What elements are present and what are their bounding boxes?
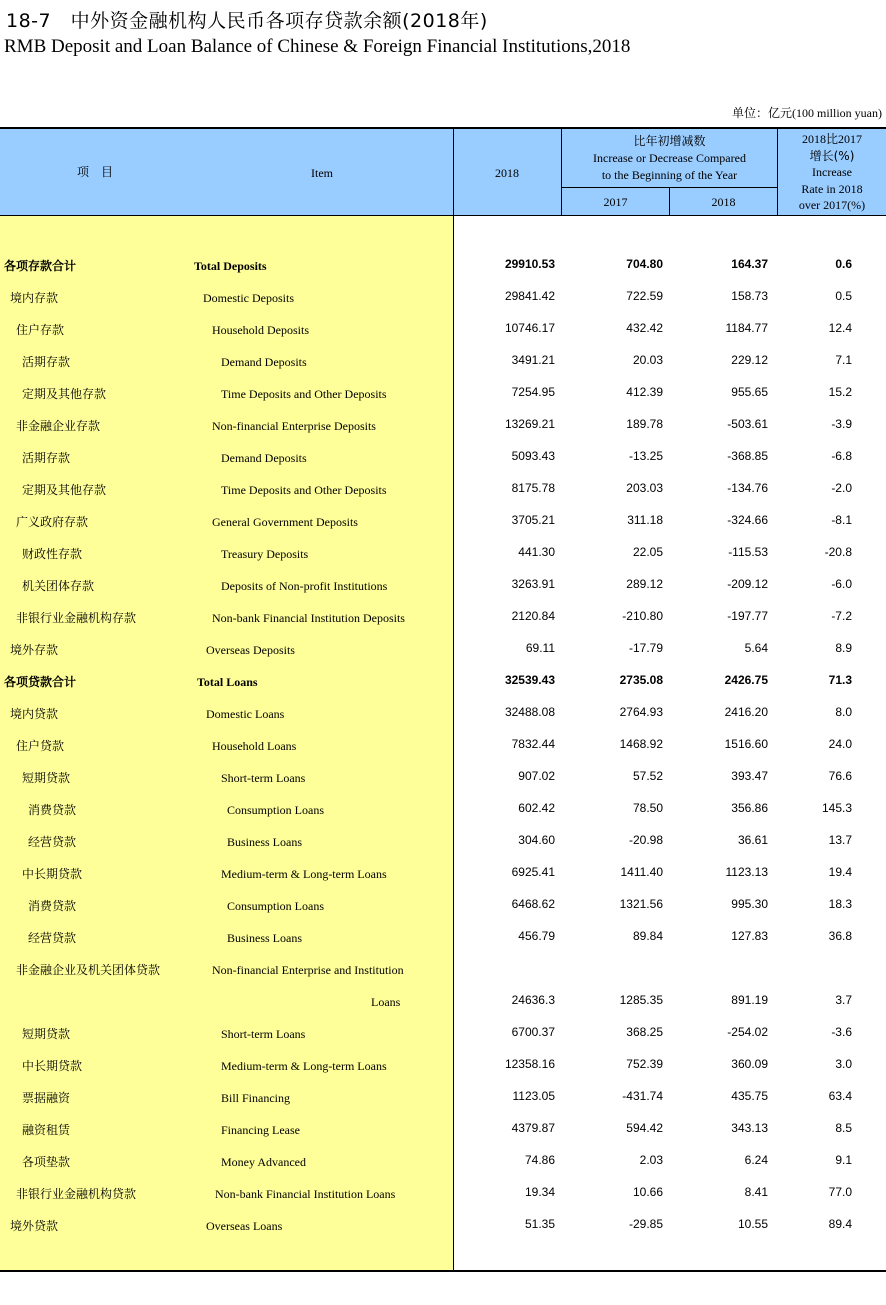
row-label-en: Total Loans [197, 675, 258, 689]
change-2017: 189.78 [626, 417, 663, 431]
header-change-2017 [562, 194, 669, 211]
header-change-2018 [670, 194, 777, 211]
row-label-en: Financing Lease [221, 1123, 300, 1137]
value-2018: 2120.84 [511, 609, 555, 623]
value-2018: 29841.42 [504, 289, 555, 303]
row-label-cn: 住户存款 [16, 323, 65, 337]
table-row [0, 473, 886, 505]
row-label-cn: 财政性存款 [22, 547, 83, 561]
growth-rate: -6.8 [831, 449, 852, 463]
value-2018: 24636.3 [511, 993, 555, 1007]
growth-rate: 12.4 [828, 321, 852, 335]
table-row [0, 601, 886, 633]
growth-rate: -3.9 [831, 417, 852, 431]
table-row [0, 505, 886, 537]
change-2017: 289.12 [626, 577, 663, 591]
change-2018: 1123.13 [725, 865, 768, 879]
change-2017: 2764.93 [619, 705, 663, 719]
growth-rate: 7.1 [835, 353, 852, 367]
change-2018: 356.86 [731, 801, 768, 815]
change-2017: -17.79 [628, 641, 663, 655]
header-rate-1: 2018比2017 [801, 132, 862, 146]
growth-rate: 8.9 [835, 641, 852, 655]
table-row [0, 1145, 886, 1177]
value-2018: 3263.91 [511, 577, 555, 591]
growth-rate: 13.7 [828, 833, 852, 847]
change-2018: 8.41 [744, 1185, 768, 1199]
row-label-cn: 境内存款 [10, 291, 59, 305]
value-2018: 32488.08 [504, 705, 555, 719]
change-2017: 89.84 [632, 929, 663, 943]
header-item-en [290, 165, 354, 182]
row-label-en: Overseas Loans [206, 1219, 283, 1233]
growth-rate: 145.3 [821, 801, 852, 815]
growth-rate: -6.0 [831, 577, 852, 591]
value-2018: 4379.87 [511, 1121, 555, 1135]
change-2017: 412.39 [626, 385, 663, 399]
change-2017: -431.74 [622, 1089, 663, 1103]
change-2017: 722.59 [626, 289, 663, 303]
row-label-en: Household Loans [212, 739, 297, 753]
row-label-cn: 中长期贷款 [22, 1059, 83, 1073]
table-row [0, 409, 886, 441]
unit-label [732, 104, 882, 121]
row-label-en: Loans [371, 995, 401, 1009]
change-2017: -29.85 [628, 1217, 663, 1231]
change-2017: -20.98 [628, 833, 663, 847]
value-2018: 1123.05 [512, 1089, 555, 1103]
growth-rate: 0.5 [835, 289, 852, 303]
value-2018: 69.11 [525, 641, 555, 655]
change-2018: 164.37 [731, 257, 768, 271]
growth-rate: -2.0 [831, 481, 852, 495]
row-label-cn: 各项垫款 [22, 1155, 71, 1169]
header-item-cn-text: 项 目 [76, 165, 113, 179]
growth-rate: -7.2 [831, 609, 852, 623]
change-2018: -368.85 [727, 449, 768, 463]
row-label-cn: 活期存款 [22, 451, 71, 465]
change-2017: 2.03 [639, 1153, 663, 1167]
table-row [0, 1209, 886, 1241]
row-label-cn: 经营贷款 [28, 835, 77, 849]
row-label-cn: 非银行业金融机构贷款 [16, 1187, 137, 1201]
change-2018: 229.12 [731, 353, 768, 367]
table-row [0, 313, 886, 345]
growth-rate: 3.7 [835, 993, 852, 1007]
value-2018: 7832.44 [511, 737, 555, 751]
value-2018: 3491.21 [511, 353, 555, 367]
change-2018: 158.73 [731, 289, 768, 303]
row-label-cn: 非金融企业存款 [16, 419, 101, 433]
table-bottom-rule [0, 1270, 886, 1272]
change-2018: -503.61 [727, 417, 768, 431]
table-row [0, 665, 886, 697]
value-2018: 441.30 [518, 545, 555, 559]
row-label-en: Non-bank Financial Institution Loans [215, 1187, 396, 1201]
change-2018: 393.47 [731, 769, 768, 783]
change-2017: 1321.56 [619, 897, 663, 911]
change-subheader-divider [561, 187, 777, 188]
row-label-cn: 境外贷款 [10, 1219, 59, 1233]
change-2018: 36.61 [737, 833, 768, 847]
row-label-cn: 中长期贷款 [22, 867, 83, 881]
table-row [0, 953, 886, 985]
growth-rate: 89.4 [828, 1217, 852, 1231]
row-label-cn: 票据融资 [22, 1091, 71, 1105]
growth-rate: 19.4 [828, 865, 852, 879]
change-2017: 10.66 [632, 1185, 663, 1199]
change-2017: 203.03 [626, 481, 663, 495]
table-row [0, 1177, 886, 1209]
row-label-en: General Government Deposits [212, 515, 358, 529]
row-label-en: Household Deposits [212, 323, 309, 337]
change-2018: 2426.75 [724, 673, 768, 687]
table-row [0, 1113, 886, 1145]
row-label-en: Consumption Loans [227, 803, 325, 817]
row-label-cn: 定期及其他存款 [22, 483, 107, 497]
growth-rate: 71.3 [828, 673, 852, 687]
header-change-en-2: to the Beginning of the Year [601, 168, 738, 182]
table-row [0, 857, 886, 889]
value-2018: 51.35 [524, 1217, 555, 1231]
row-label-en: Money Advanced [221, 1155, 306, 1169]
change-2017: 752.39 [626, 1057, 663, 1071]
row-label-en: Business Loans [227, 835, 302, 849]
row-label-en: Non-financial Enterprise and Institution [212, 963, 404, 977]
header-item-cn [60, 164, 130, 181]
table-row [0, 761, 886, 793]
value-2018: 8175.78 [511, 481, 555, 495]
change-2017: 1285.35 [619, 993, 663, 1007]
table-row [0, 345, 886, 377]
growth-rate: -20.8 [824, 545, 852, 559]
change-2017: 22.05 [632, 545, 663, 559]
row-label-en: Non-financial Enterprise Deposits [212, 419, 376, 433]
row-label-cn: 机关团体存款 [22, 579, 95, 593]
value-2018: 74.86 [524, 1153, 555, 1167]
change-2018: 1516.60 [724, 737, 768, 751]
growth-rate: 8.0 [835, 705, 852, 719]
row-label-cn: 各项存款合计 [4, 259, 77, 273]
row-label-cn: 融资租赁 [22, 1123, 71, 1137]
row-label-en: Bill Financing [221, 1091, 290, 1105]
title-english: RMB Deposit and Loan Balance of Chinese & Foreign Financial Institutions,2018 [4, 36, 631, 57]
change-2018: -197.77 [727, 609, 768, 623]
growth-rate: 24.0 [828, 737, 852, 751]
table-row [0, 921, 886, 953]
row-label-en: Treasury Deposits [221, 547, 309, 561]
value-2018: 10746.17 [504, 321, 555, 335]
change-2018: 6.24 [744, 1153, 768, 1167]
header-rate-group [778, 131, 886, 214]
change-2018: 360.09 [731, 1057, 768, 1071]
table-row [0, 1081, 886, 1113]
table-row [0, 249, 886, 281]
change-2018: 2416.20 [724, 705, 768, 719]
change-2017: -210.80 [622, 609, 663, 623]
change-2018: -254.02 [727, 1025, 768, 1039]
growth-rate: 0.6 [835, 257, 852, 271]
row-label-en: Short-term Loans [221, 771, 306, 785]
change-2018: -324.66 [727, 513, 768, 527]
table-row [0, 281, 886, 313]
growth-rate: -8.1 [831, 513, 852, 527]
change-2018: 995.30 [731, 897, 768, 911]
value-2018: 32539.43 [504, 673, 555, 687]
growth-rate: 9.1 [835, 1153, 852, 1167]
value-2018: 5093.43 [511, 449, 555, 463]
value-2018: 6700.37 [511, 1025, 555, 1039]
table-row [0, 633, 886, 665]
title-chinese: 18-7 中外资金融机构人民币各项存贷款余额(2018年) [6, 10, 488, 32]
growth-rate: 76.6 [828, 769, 852, 783]
growth-rate: 15.2 [828, 385, 852, 399]
change-2017: 432.42 [626, 321, 663, 335]
change-2017: 368.25 [626, 1025, 663, 1039]
row-label-en: Non-bank Financial Institution Deposits [212, 611, 405, 625]
value-2018: 304.60 [518, 833, 555, 847]
row-label-cn: 非金融企业及机关团体贷款 [16, 963, 161, 977]
change-2018: -134.76 [727, 481, 768, 495]
change-2018: 891.19 [731, 993, 768, 1007]
growth-rate: 8.5 [835, 1121, 852, 1135]
row-label-cn: 短期贷款 [22, 1027, 71, 1041]
change-2017: 2735.08 [619, 673, 663, 687]
header-rate-3: Increase [812, 165, 852, 179]
row-label-en: Medium-term & Long-term Loans [221, 1059, 387, 1073]
table-header-divider [0, 215, 886, 216]
value-2018: 6925.41 [511, 865, 555, 879]
row-label-cn: 境内贷款 [10, 707, 59, 721]
change-2017: 594.42 [626, 1121, 663, 1135]
value-2018: 19.34 [524, 1185, 555, 1199]
change-2017: 20.03 [632, 353, 663, 367]
growth-rate: 18.3 [828, 897, 852, 911]
row-label-en: Total Deposits [194, 259, 267, 273]
change-2018: -209.12 [727, 577, 768, 591]
change-2018: 955.65 [731, 385, 768, 399]
row-label-cn: 境外存款 [10, 643, 59, 657]
value-2018: 602.42 [518, 801, 555, 815]
row-label-en: Domestic Deposits [203, 291, 294, 305]
growth-rate: 36.8 [828, 929, 852, 943]
change-2018: 5.64 [744, 641, 768, 655]
table-row [0, 1049, 886, 1081]
table-row [0, 441, 886, 473]
change-2018: 343.13 [731, 1121, 768, 1135]
value-2018: 907.02 [518, 769, 555, 783]
row-label-en: Time Deposits and Other Deposits [221, 387, 387, 401]
growth-rate: 63.4 [828, 1089, 852, 1103]
change-2018: -115.53 [728, 545, 768, 559]
row-label-cn: 住户贷款 [16, 739, 65, 753]
change-2018: 127.83 [731, 929, 768, 943]
value-2018: 12358.16 [504, 1057, 555, 1071]
header-change-cn: 比年初增减数 [633, 134, 706, 148]
row-label-en: Medium-term & Long-term Loans [221, 867, 387, 881]
change-2017: 1411.40 [620, 865, 663, 879]
table-row [0, 1017, 886, 1049]
table-row [0, 697, 886, 729]
header-rate-5: over 2017(%) [798, 198, 866, 212]
change-2017: 78.50 [632, 801, 663, 815]
table-row [0, 825, 886, 857]
table-row [0, 729, 886, 761]
row-label-cn: 定期及其他存款 [22, 387, 107, 401]
row-label-cn: 消费贷款 [28, 899, 77, 913]
value-2018: 7254.95 [511, 385, 555, 399]
row-label-en: Time Deposits and Other Deposits [221, 483, 387, 497]
table-row [0, 793, 886, 825]
table-row [0, 985, 886, 1017]
table-row [0, 377, 886, 409]
header-rate-2: 增长(%) [809, 148, 855, 163]
header-item-en-text: Item [311, 166, 333, 180]
change-2017: -13.25 [628, 449, 663, 463]
header-rate-4: Rate in 2018 [801, 181, 863, 196]
row-label-cn: 广义政府存款 [16, 515, 89, 529]
row-label-en: Deposits of Non-profit Institutions [221, 579, 388, 593]
header-change-2018-text: 2018 [711, 195, 736, 209]
growth-rate: 77.0 [828, 1185, 852, 1199]
change-2017: 57.52 [632, 769, 663, 783]
row-label-cn: 短期贷款 [22, 771, 71, 785]
row-label-en: Overseas Deposits [206, 643, 295, 657]
change-2018: 435.75 [731, 1089, 768, 1103]
value-2018: 3705.21 [511, 513, 555, 527]
row-label-en: Domestic Loans [206, 707, 285, 721]
header-2018 [470, 165, 544, 182]
change-2017: 704.80 [626, 257, 663, 271]
row-label-cn: 各项贷款合计 [4, 675, 77, 689]
growth-rate: -3.6 [831, 1025, 852, 1039]
row-label-cn: 经营贷款 [28, 931, 77, 945]
value-2018: 6468.62 [511, 897, 555, 911]
growth-rate: 3.0 [835, 1057, 852, 1071]
value-2018: 29910.53 [504, 257, 555, 271]
unit-label-cn: 单位：亿元 [731, 106, 792, 120]
header-change-en-1: Increase or Decrease Compared [593, 151, 746, 165]
change-2017: 311.18 [627, 513, 663, 527]
table-row [0, 537, 886, 569]
header-2018-text: 2018 [495, 166, 519, 180]
change-2017: 1468.92 [619, 737, 663, 751]
unit-label-en: (100 million yuan) [792, 106, 882, 120]
table-row [0, 889, 886, 921]
row-label-en: Consumption Loans [227, 899, 325, 913]
header-change-group [562, 133, 777, 184]
row-label-cn: 非银行业金融机构存款 [16, 611, 137, 625]
value-2018: 13269.21 [504, 417, 555, 431]
change-2018: 10.55 [737, 1217, 768, 1231]
row-label-cn: 活期存款 [22, 355, 71, 369]
row-label-en: Business Loans [227, 931, 302, 945]
header-change-2017-text: 2017 [603, 195, 628, 209]
table-row [0, 569, 886, 601]
change-2018: 1184.77 [725, 321, 768, 335]
row-label-en: Demand Deposits [221, 451, 307, 465]
row-label-en: Short-term Loans [221, 1027, 306, 1041]
row-label-en: Demand Deposits [221, 355, 307, 369]
row-label-cn: 消费贷款 [28, 803, 77, 817]
value-2018: 456.79 [518, 929, 555, 943]
